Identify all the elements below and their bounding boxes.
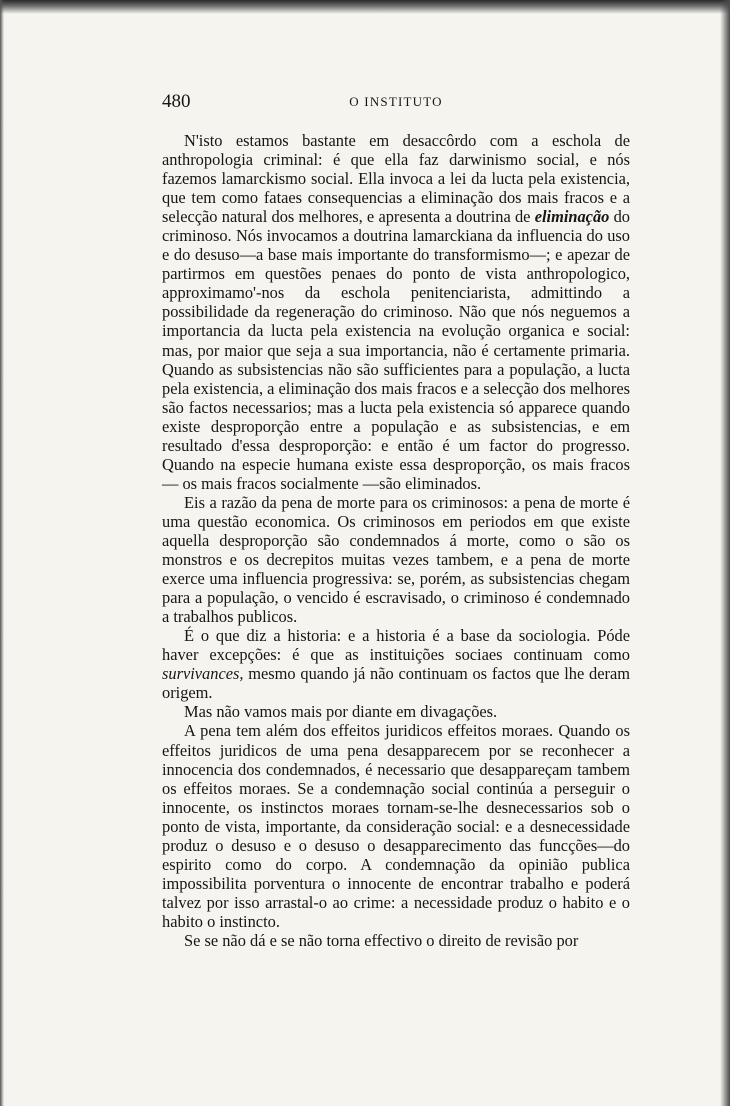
text-run: do criminoso. Nós invocamos a doutrina lamarckiana da influencia do uso e do desuso—a base mais importante do transformismo—; e apezar de partirmos em questões penaes do ponto de vista anthropologico, approximamo'-nos da eschola penitenciarista, admittindo a possibilidade da regeneração do criminoso. Não que nós neguemos a importancia da lucta pela existencia na evolução organica e social: mas, por maior que seja a sua importancia, não é certamente primaria. Quando as subsistencias não são sufficientes para a população, a lucta pela existencia, a eliminação dos mais fracos e a selecção dos melhores são factos necessarios; mas a lucta pela existencia só apparece quando existe desproporção entre a população e as subsistencias, e em resultado d'essa desproporção: e então é um factor do progresso. Quando na especie humana existe essa desproporção, os mais fracos — os mais fracos socialmente —são eliminados. [162, 207, 630, 493]
page-number: 480 [162, 91, 191, 112]
text-run-italic: survivances, [162, 664, 244, 684]
text-run: É o que diz a historia: e a historia é a base da sociologia. Póde haver excepções: é que as instituições sociaes continuam como [162, 626, 630, 665]
text-run: Mas não vamos mais por diante em divagações. [184, 702, 498, 722]
text-run: Se se não dá e se não torna effectivo o direito de revisão por [184, 930, 579, 950]
scan-border-right [720, 0, 730, 1106]
text-run: Eis a razão da pena de morte para os criminosos: a pena de morte é uma questão economica. Os criminosos em periodos em que existe aquella desproporção são condemnados á morte, como o são os monstros e os decrepitos muitas vezes tambem, e a pena de morte exerce uma influencia progressiva: se, porém, as subsistencias chegam para a população, o vencido é escravisado, o criminoso é condemnado a trabalhos publicos. [162, 492, 630, 627]
text-run: mesmo quando já não continuam os factos que lhe deram origem. [162, 664, 630, 703]
running-head [162, 91, 630, 115]
paragraph-3 [162, 626, 630, 702]
body-text [162, 131, 630, 950]
scan-border-top [0, 0, 730, 14]
paragraph-6 [162, 931, 630, 950]
paragraph-1 [162, 131, 630, 493]
paragraph-5 [162, 721, 630, 931]
paragraph-4 [162, 702, 630, 721]
journal-title: O INSTITUTO [349, 94, 443, 109]
paragraph-2 [162, 493, 630, 626]
text-run: A pena tem além dos effeitos juridicos effeitos moraes. Quando os effeitos juridicos de uma pena desapparecem por se reconhecer a innocencia dos condemnados, é necessario que desappareçam tambem os effeitos moraes. Se a condemnação social continúa a perseguir o innocente, os instinctos moraes tornam-se-lhe desnecessarios sob o ponto de vista, importante, da consideração social: e a desnecessidade produz o desuso e o desuso o desapparecimento das funcções—do espirito como do corpo. A condemnação da opinião publica impossibilita porventura o innocente de encontrar trabalho e poderá talvez por isso arrastal-o ao crime: a necessidade produz o habito e o habito o instincto. [162, 721, 630, 931]
text-run-emphasis: eliminação [534, 207, 610, 227]
text-run: N'isto estamos bastante em desaccôrdo com a eschola de anthropologia criminal: é que ella faz darwinismo social, e nós fazemos lamarckismo social. Ella invoca a lei da lucta pela existencia, que tem como fataes consequencias a eliminação dos mais fracos e a selecção natural dos melhores, e apresenta a doutrina de [162, 131, 630, 227]
scan-border-left [0, 0, 4, 1106]
